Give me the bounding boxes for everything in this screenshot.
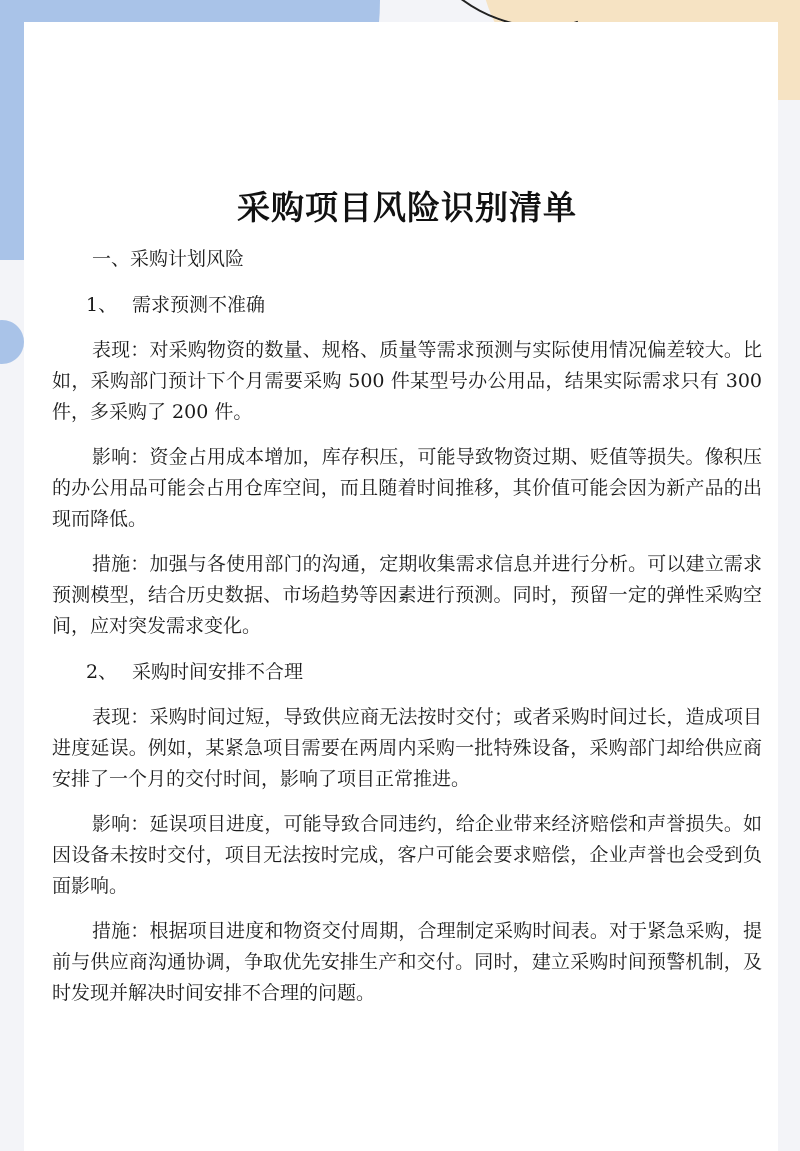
- document-title: 采购项目风险识别清单: [237, 188, 577, 227]
- paragraph-impact: 影响：资金占用成本增加，库存积压，可能导致物资过期、贬值等损失。像积压的办公用品可能会占用仓库空间，而且随着时间推移，其价值可能会因为新产品的出现而降低。: [52, 446, 762, 530]
- item-heading-1: [86, 289, 762, 321]
- background-left-dot: [0, 320, 24, 364]
- document-page: [24, 22, 778, 1151]
- item-number: 2、: [86, 661, 118, 683]
- item-number: 1、: [86, 294, 118, 316]
- paragraph-impact: 影响：延误项目进度，可能导致合同违约，给企业带来经济赔偿和声誉损失。如因设备未按时交付，项目无法按时完成，客户可能会要求赔偿，企业声誉也会受到负面影响。: [52, 813, 762, 897]
- paragraph-measures: 措施：根据项目进度和物资交付周期，合理制定采购时间表。对于紧急采购，提前与供应商沟通协调，争取优先安排生产和交付。同时，建立采购时间预警机制，及时发现并解决时间安排不合理的问题。: [52, 920, 762, 1004]
- document-content: [52, 182, 762, 1023]
- item-heading-text: 采购时间安排不合理: [132, 661, 304, 683]
- paragraph-measures: 措施：加强与各使用部门的沟通，定期收集需求信息并进行分析。可以建立需求预测模型，结合历史数据、市场趋势等因素进行预测。同时，预留一定的弹性采购空间，应对突发需求变化。: [52, 553, 762, 637]
- item-heading-2: [86, 656, 762, 688]
- section-heading: 一、采购计划风险: [92, 248, 245, 270]
- item-heading-text: 需求预测不准确: [132, 294, 266, 316]
- paragraph-performance: 表现：对采购物资的数量、规格、质量等需求预测与实际使用情况偏差较大。比如，采购部门预计下个月需要采购 500 件某型号办公用品，结果实际需求只有 300 件，多采购了 200 件。: [52, 339, 762, 423]
- paragraph-performance: 表现：采购时间过短，导致供应商无法按时交付；或者采购时间过长，造成项目进度延误。例如，某紧急项目需要在两周内采购一批特殊设备，采购部门却给供应商安排了一个月的交付时间，影响了项目正常推进。: [52, 706, 762, 790]
